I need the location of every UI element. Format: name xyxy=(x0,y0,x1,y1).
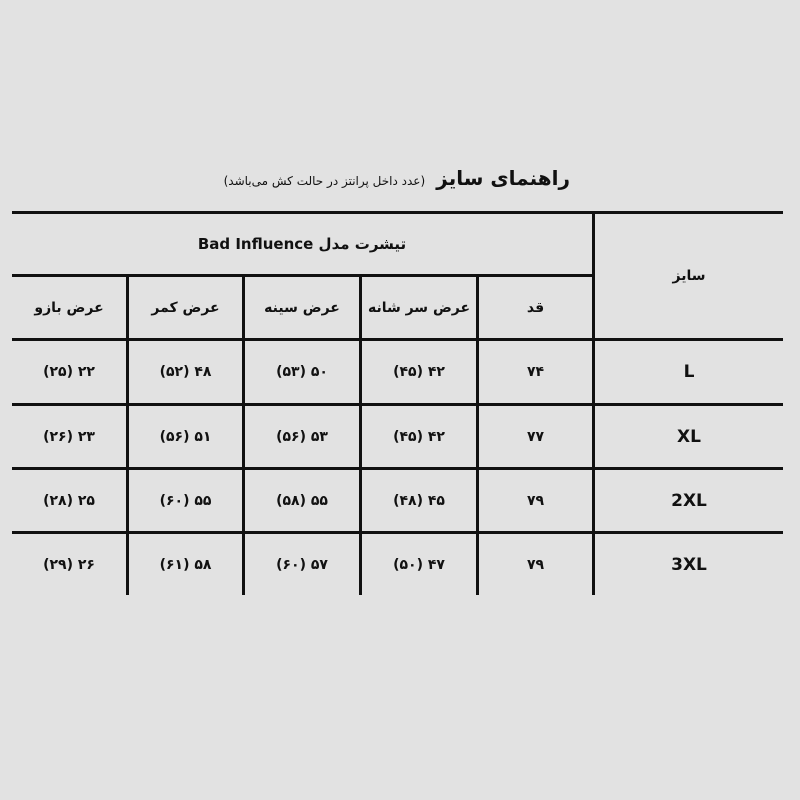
size-label: 3XL xyxy=(671,554,707,575)
value-height: ۷۴ xyxy=(526,364,545,380)
column-header-sleeve: عرض بازو xyxy=(34,299,104,316)
value-sleeve: ۲۳ (۲۶) xyxy=(43,428,95,445)
title-text: راهنمای سایز xyxy=(436,166,570,190)
value-chest: ۵۵ (۵۸) xyxy=(276,492,328,509)
size-guide-title xyxy=(224,166,570,190)
value-chest: ۵۰ (۵۳) xyxy=(276,364,328,380)
value-waist: ۴۸ (۵۲) xyxy=(159,364,212,380)
value-height: ۷۹ xyxy=(526,492,545,509)
value-waist: ۵۱ (۵۶) xyxy=(159,428,212,445)
size-label: 2XL xyxy=(671,490,707,511)
value-sleeve: ۲۵ (۲۸) xyxy=(43,492,95,509)
column-header-shoulder: عرض سر شانه xyxy=(367,299,471,316)
value-shoulder: ۴۵ (۴۸) xyxy=(393,492,445,509)
size-column-header: سایز xyxy=(672,268,706,284)
column-header-height: قد xyxy=(526,299,545,316)
value-sleeve: ۲۶ (۲۹) xyxy=(43,556,95,573)
model-header: تیشرت مدل Bad Influence xyxy=(197,235,407,253)
value-shoulder: ۴۷ (۵۰) xyxy=(393,556,445,573)
value-waist: ۵۵ (۶۰) xyxy=(159,492,212,509)
size-label: XL xyxy=(677,426,701,447)
value-height: ۷۹ xyxy=(526,556,545,573)
column-header-chest: عرض سینه xyxy=(264,299,340,316)
value-shoulder: ۴۲ (۴۵) xyxy=(393,364,445,380)
size-label: L xyxy=(683,362,695,382)
column-header-waist: عرض کمر xyxy=(151,299,220,316)
value-sleeve: ۲۲ (۲۵) xyxy=(43,364,95,380)
value-shoulder: ۴۲ (۴۵) xyxy=(393,428,445,445)
subtitle-text: (عدد داخل پرانتز در حالت کش می‌باشد) xyxy=(223,174,426,188)
value-height: ۷۷ xyxy=(526,428,545,445)
value-waist: ۵۸ (۶۱) xyxy=(159,556,212,573)
value-chest: ۵۳ (۵۶) xyxy=(276,428,328,445)
value-chest: ۵۷ (۶۰) xyxy=(276,556,328,573)
